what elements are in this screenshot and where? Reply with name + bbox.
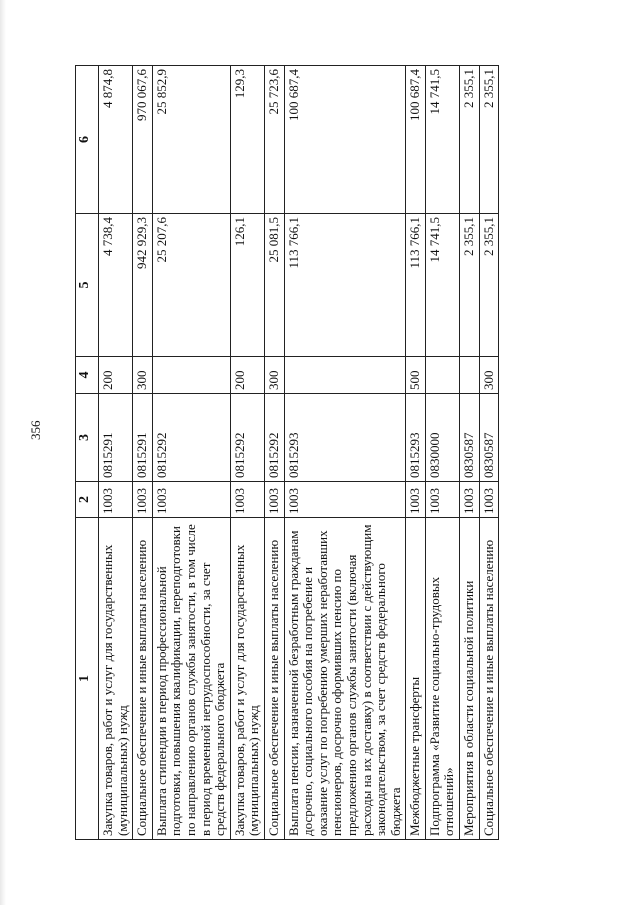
row-value-5: 126,1	[230, 214, 264, 357]
row-vr	[284, 357, 406, 394]
row-csr: 0815293	[406, 394, 426, 482]
header-col-2: 2	[76, 482, 99, 518]
row-razdel: 1003	[152, 482, 230, 518]
row-vr	[152, 357, 230, 394]
row-value-6: 100 687,4	[284, 66, 406, 214]
row-name: Выплата стипендии в период профессиональной подготовки, повышения квалификации, переподготовки по направлению органов службы занятости, в том числе в период временной нетрудоспособности, за счет средств федерального бюджета	[152, 518, 230, 840]
row-name: Межбюджетные трансферты	[406, 518, 426, 840]
row-value-5: 4 738,4	[99, 214, 133, 357]
row-value-5: 25 207,6	[152, 214, 230, 357]
row-csr: 0815292	[264, 394, 284, 482]
row-value-5: 113 766,1	[284, 214, 406, 357]
table-row	[99, 66, 133, 840]
row-vr: 200	[230, 357, 264, 394]
row-vr: 200	[99, 357, 133, 394]
row-csr: 0830000	[425, 394, 459, 482]
table-row	[152, 66, 230, 840]
row-name: Социальное обеспечение и иные выплаты населению	[133, 518, 153, 840]
row-razdel: 1003	[264, 482, 284, 518]
row-vr: 500	[406, 357, 426, 394]
row-vr: 300	[133, 357, 153, 394]
row-vr	[460, 357, 480, 394]
row-name: Социальное обеспечение и иные выплаты населению	[264, 518, 284, 840]
table-row	[264, 66, 284, 840]
row-value-6: 4 874,8	[99, 66, 133, 214]
header-col-5: 5	[76, 214, 99, 357]
row-value-5: 2 355,1	[460, 214, 480, 357]
table-row	[406, 66, 426, 840]
row-csr: 0815291	[99, 394, 133, 482]
row-vr: 300	[264, 357, 284, 394]
row-razdel: 1003	[425, 482, 459, 518]
row-name: Выплата пенсии, назначенной безработным гражданам досрочно, социального пособия на погребение и оказание услуг по погребению умерших неработавших пенсионеров, досрочно оформивших пенсию по предложению органов службы занятости (включая расходы на их доставку) в соответствии с действующим законодательством, за счет средств федерального бюджета	[284, 518, 406, 840]
table-header-row	[76, 66, 99, 840]
row-value-6: 25 723,6	[264, 66, 284, 214]
table-row	[133, 66, 153, 840]
row-value-6: 25 852,9	[152, 66, 230, 214]
table-row	[425, 66, 459, 840]
row-csr: 0830587	[479, 394, 499, 482]
row-csr: 0815293	[284, 394, 406, 482]
table-row	[230, 66, 264, 840]
table-row	[460, 66, 480, 840]
row-value-5: 113 766,1	[406, 214, 426, 357]
header-col-3: 3	[76, 394, 99, 482]
row-name: Мероприятия в области социальной политики	[460, 518, 480, 840]
row-razdel: 1003	[479, 482, 499, 518]
row-razdel: 1003	[230, 482, 264, 518]
row-razdel: 1003	[99, 482, 133, 518]
row-value-6: 2 355,1	[460, 66, 480, 214]
header-col-4: 4	[76, 357, 99, 394]
row-vr	[425, 357, 459, 394]
row-value-6: 2 355,1	[479, 66, 499, 214]
header-col-6: 6	[76, 66, 99, 214]
row-razdel: 1003	[133, 482, 153, 518]
row-value-6: 970 067,6	[133, 66, 153, 214]
scan-edge	[0, 0, 6, 905]
row-value-6: 100 687,4	[406, 66, 426, 214]
row-value-5: 25 081,5	[264, 214, 284, 357]
row-csr: 0815292	[152, 394, 230, 482]
table-row	[284, 66, 406, 840]
row-csr: 0815291	[133, 394, 153, 482]
row-name: Закупка товаров, работ и услуг для государственных (муниципальных) нужд	[230, 518, 264, 840]
row-vr: 300	[479, 357, 499, 394]
row-value-5: 942 929,3	[133, 214, 153, 357]
row-name: Подпрограмма «Развитие социально-трудовых отношений»	[425, 518, 459, 840]
rotated-page-content	[75, 66, 583, 840]
row-csr: 0815292	[230, 394, 264, 482]
row-csr: 0830587	[460, 394, 480, 482]
row-name: Социальное обеспечение и иные выплаты населению	[479, 518, 499, 840]
budget-table	[75, 65, 499, 840]
row-razdel: 1003	[460, 482, 480, 518]
table-row	[479, 66, 499, 840]
row-value-6: 129,3	[230, 66, 264, 214]
header-col-1: 1	[76, 518, 99, 840]
page-number: 356	[28, 420, 43, 440]
row-value-6: 14 741,5	[425, 66, 459, 214]
row-razdel: 1003	[284, 482, 406, 518]
row-name: Закупка товаров, работ и услуг для государственных (муниципальных) нужд	[99, 518, 133, 840]
row-value-5: 14 741,5	[425, 214, 459, 357]
row-value-5: 2 355,1	[479, 214, 499, 357]
row-razdel: 1003	[406, 482, 426, 518]
